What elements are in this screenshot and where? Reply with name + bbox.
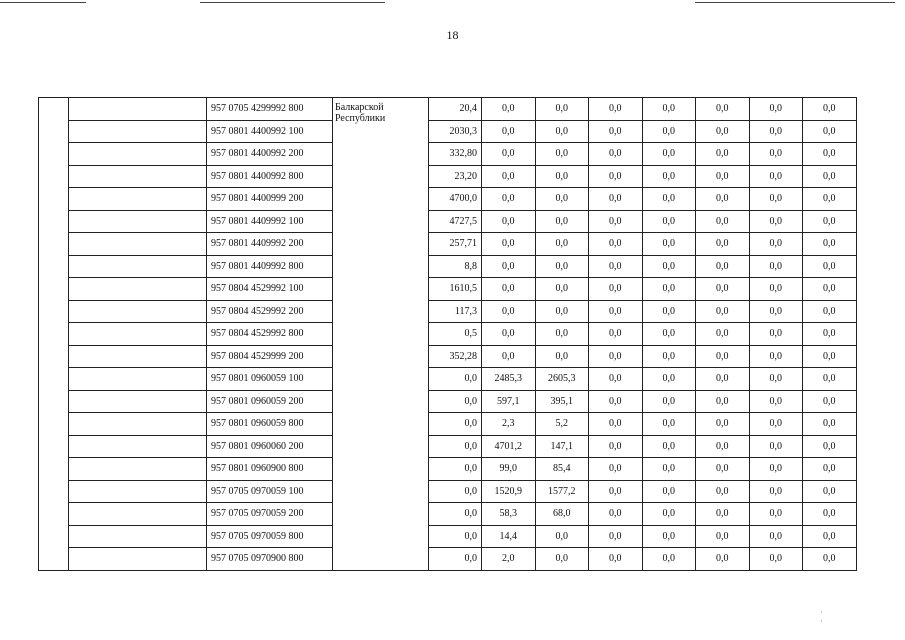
budget-code-cell: 957 0804 4529999 200 xyxy=(207,345,333,368)
value-cell: 0,0 xyxy=(589,525,643,548)
blank-name-cell xyxy=(69,345,207,368)
value-cell: 0,0 xyxy=(535,300,589,323)
value-cell: 0,0 xyxy=(589,300,643,323)
value-cell: 0,0 xyxy=(803,300,857,323)
value-cell: 0,0 xyxy=(429,413,482,436)
blank-name-cell xyxy=(69,548,207,571)
table-row xyxy=(39,255,857,278)
value-cell: 5,2 xyxy=(535,413,589,436)
value-cell: 0,0 xyxy=(749,458,803,481)
value-cell: 0,0 xyxy=(803,525,857,548)
value-cell: 0,0 xyxy=(642,390,696,413)
value-cell: 0,0 xyxy=(749,210,803,233)
value-cell: 2030,3 xyxy=(429,120,482,143)
value-cell: 0,0 xyxy=(696,458,750,481)
value-cell: 2605,3 xyxy=(535,368,589,391)
value-cell: 0,0 xyxy=(642,143,696,166)
blank-name-cell xyxy=(69,143,207,166)
value-cell: 0,0 xyxy=(642,435,696,458)
budget-code-cell: 957 0801 4400992 100 xyxy=(207,120,333,143)
value-cell: 0,0 xyxy=(589,233,643,256)
table-row xyxy=(39,435,857,458)
value-cell: 0,0 xyxy=(749,548,803,571)
value-cell: 0,0 xyxy=(642,120,696,143)
value-cell: 4727,5 xyxy=(429,210,482,233)
table-row xyxy=(39,210,857,233)
value-cell: 1610,5 xyxy=(429,278,482,301)
table-row xyxy=(39,98,857,121)
table-row xyxy=(39,188,857,211)
value-cell: 0,0 xyxy=(749,188,803,211)
value-cell: 14,4 xyxy=(482,525,536,548)
blank-name-cell xyxy=(69,323,207,346)
value-cell: 0,0 xyxy=(803,503,857,526)
table-row xyxy=(39,503,857,526)
budget-code-cell: 957 0804 4529992 200 xyxy=(207,300,333,323)
value-cell: 0,0 xyxy=(749,98,803,121)
table-row xyxy=(39,480,857,503)
value-cell: 0,0 xyxy=(696,233,750,256)
table-row xyxy=(39,413,857,436)
budget-code-cell: 957 0705 0970059 200 xyxy=(207,503,333,526)
value-cell: 257,71 xyxy=(429,233,482,256)
value-cell: 0,0 xyxy=(589,143,643,166)
value-cell: 20,4 xyxy=(429,98,482,121)
budget-code-cell: 957 0801 4400992 200 xyxy=(207,143,333,166)
value-cell: 0,0 xyxy=(429,548,482,571)
value-cell: 0,0 xyxy=(642,413,696,436)
budget-code-cell: 957 0801 4409992 100 xyxy=(207,210,333,233)
value-cell: 0,0 xyxy=(749,413,803,436)
value-cell: 0,0 xyxy=(482,233,536,256)
value-cell: 0,0 xyxy=(482,120,536,143)
value-cell: 0,0 xyxy=(803,188,857,211)
budget-code-cell: 957 0801 0960059 800 xyxy=(207,413,333,436)
value-cell: 0,0 xyxy=(803,143,857,166)
value-cell: 0,0 xyxy=(696,390,750,413)
blank-name-cell xyxy=(69,210,207,233)
value-cell: 0,0 xyxy=(589,368,643,391)
value-cell: 0,0 xyxy=(749,165,803,188)
value-cell: 0,0 xyxy=(589,413,643,436)
value-cell: 0,0 xyxy=(535,323,589,346)
blank-name-cell xyxy=(69,413,207,436)
blank-column-cell xyxy=(39,98,69,571)
blank-name-cell xyxy=(69,98,207,121)
value-cell: 0,0 xyxy=(535,255,589,278)
table-row xyxy=(39,368,857,391)
value-cell: 0,0 xyxy=(642,188,696,211)
value-cell: 0,0 xyxy=(749,390,803,413)
value-cell: 0,0 xyxy=(803,345,857,368)
budget-code-cell: 957 0801 0960900 800 xyxy=(207,458,333,481)
budget-code-cell: 957 0705 0970900 800 xyxy=(207,548,333,571)
table-row xyxy=(39,278,857,301)
value-cell: 0,0 xyxy=(589,188,643,211)
value-cell: 0,0 xyxy=(589,458,643,481)
value-cell: 0,0 xyxy=(803,458,857,481)
value-cell: 147,1 xyxy=(535,435,589,458)
value-cell: 2,0 xyxy=(482,548,536,571)
value-cell: 352,28 xyxy=(429,345,482,368)
value-cell: 0,0 xyxy=(535,345,589,368)
value-cell: 0,0 xyxy=(696,210,750,233)
value-cell: 68,0 xyxy=(535,503,589,526)
value-cell: 0,0 xyxy=(535,98,589,121)
value-cell: 395,1 xyxy=(535,390,589,413)
value-cell: 0,0 xyxy=(482,210,536,233)
value-cell: 0,0 xyxy=(589,480,643,503)
blank-name-cell xyxy=(69,368,207,391)
value-cell: 0,0 xyxy=(803,413,857,436)
value-cell: 0,0 xyxy=(589,120,643,143)
budget-code-cell: 957 0801 0960059 200 xyxy=(207,390,333,413)
value-cell: 0,0 xyxy=(803,120,857,143)
value-cell: 0,0 xyxy=(696,278,750,301)
budget-code-cell: 957 0801 0960059 100 xyxy=(207,368,333,391)
budget-code-cell: 957 0801 4400992 800 xyxy=(207,165,333,188)
blank-name-cell xyxy=(69,165,207,188)
blank-name-cell xyxy=(69,390,207,413)
value-cell: 0,0 xyxy=(535,188,589,211)
value-cell: 85,4 xyxy=(535,458,589,481)
value-cell: 0,0 xyxy=(429,458,482,481)
table-row xyxy=(39,143,857,166)
value-cell: 0,0 xyxy=(535,278,589,301)
value-cell: 0,0 xyxy=(749,525,803,548)
value-cell: 0,0 xyxy=(803,165,857,188)
value-cell: 0,0 xyxy=(589,503,643,526)
budget-code-cell: 957 0801 4409992 200 xyxy=(207,233,333,256)
value-cell: 0,0 xyxy=(642,368,696,391)
table-row xyxy=(39,458,857,481)
value-cell: 0,0 xyxy=(803,548,857,571)
blank-name-cell xyxy=(69,233,207,256)
table-row xyxy=(39,300,857,323)
value-cell: 0,0 xyxy=(696,345,750,368)
value-cell: 0,0 xyxy=(642,98,696,121)
value-cell: 2,3 xyxy=(482,413,536,436)
value-cell: 0,0 xyxy=(696,323,750,346)
table-row xyxy=(39,345,857,368)
value-cell: 0,0 xyxy=(482,143,536,166)
value-cell: 332,80 xyxy=(429,143,482,166)
value-cell: 0,0 xyxy=(749,233,803,256)
value-cell: 0,0 xyxy=(535,525,589,548)
value-cell: 0,0 xyxy=(749,300,803,323)
value-cell: 0,0 xyxy=(696,548,750,571)
budget-code-cell: 957 0804 4529992 100 xyxy=(207,278,333,301)
budget-code-cell: 957 0801 0960060 200 xyxy=(207,435,333,458)
value-cell: 0,0 xyxy=(642,323,696,346)
value-cell: 0,0 xyxy=(535,165,589,188)
value-cell: 0,0 xyxy=(749,143,803,166)
value-cell: 0,0 xyxy=(749,255,803,278)
budget-code-cell: 957 0801 4400999 200 xyxy=(207,188,333,211)
value-cell: 0,0 xyxy=(696,188,750,211)
value-cell: 0,0 xyxy=(589,165,643,188)
value-cell: 0,0 xyxy=(589,323,643,346)
value-cell: 0,0 xyxy=(535,548,589,571)
value-cell: 0,0 xyxy=(803,98,857,121)
value-cell: 0,0 xyxy=(482,345,536,368)
value-cell: 117,3 xyxy=(429,300,482,323)
value-cell: 0,0 xyxy=(535,233,589,256)
value-cell: 0,0 xyxy=(642,458,696,481)
value-cell: 0,0 xyxy=(749,345,803,368)
value-cell: 1577,2 xyxy=(535,480,589,503)
value-cell: 0,0 xyxy=(642,278,696,301)
blank-name-cell xyxy=(69,255,207,278)
value-cell: 0,0 xyxy=(482,98,536,121)
region-cell: Балкарской Республики xyxy=(333,98,429,571)
value-cell: 0,0 xyxy=(803,233,857,256)
value-cell: 0,0 xyxy=(696,503,750,526)
value-cell: 0,0 xyxy=(482,278,536,301)
value-cell: 0,0 xyxy=(696,480,750,503)
value-cell: 2485,3 xyxy=(482,368,536,391)
value-cell: 0,0 xyxy=(803,390,857,413)
table-row xyxy=(39,548,857,571)
value-cell: 0,0 xyxy=(642,165,696,188)
value-cell: 0,0 xyxy=(749,368,803,391)
blank-name-cell xyxy=(69,458,207,481)
table-row xyxy=(39,323,857,346)
value-cell: 0,0 xyxy=(696,368,750,391)
value-cell: 4701,2 xyxy=(482,435,536,458)
value-cell: 0,0 xyxy=(589,278,643,301)
value-cell: 0,0 xyxy=(749,278,803,301)
blank-name-cell xyxy=(69,300,207,323)
value-cell: 8,8 xyxy=(429,255,482,278)
value-cell: 0,0 xyxy=(696,143,750,166)
value-cell: 0,0 xyxy=(803,480,857,503)
budget-code-cell: 957 0804 4529992 800 xyxy=(207,323,333,346)
value-cell: 0,0 xyxy=(803,278,857,301)
value-cell: 0,0 xyxy=(696,525,750,548)
value-cell: 0,0 xyxy=(429,480,482,503)
value-cell: 0,0 xyxy=(642,503,696,526)
value-cell: 0,0 xyxy=(803,210,857,233)
value-cell: 0,0 xyxy=(429,390,482,413)
value-cell: 0,0 xyxy=(642,548,696,571)
budget-table xyxy=(38,97,857,571)
value-cell: 0,0 xyxy=(749,503,803,526)
value-cell: 0,0 xyxy=(589,345,643,368)
value-cell: 1520,9 xyxy=(482,480,536,503)
value-cell: 0,0 xyxy=(642,255,696,278)
value-cell: 0,0 xyxy=(589,548,643,571)
value-cell: 0,0 xyxy=(482,255,536,278)
blank-name-cell xyxy=(69,188,207,211)
budget-code-cell: 957 0801 4409992 800 xyxy=(207,255,333,278)
value-cell: 0,0 xyxy=(642,210,696,233)
value-cell: 0,0 xyxy=(429,503,482,526)
value-cell: 4700,0 xyxy=(429,188,482,211)
table-row xyxy=(39,233,857,256)
value-cell: 0,0 xyxy=(696,255,750,278)
value-cell: 0,0 xyxy=(589,255,643,278)
value-cell: 58,3 xyxy=(482,503,536,526)
value-cell: 99,0 xyxy=(482,458,536,481)
blank-name-cell xyxy=(69,120,207,143)
value-cell: 0,0 xyxy=(642,480,696,503)
scan-edge-artifact xyxy=(0,0,905,6)
value-cell: 0,0 xyxy=(696,300,750,323)
value-cell: 0,0 xyxy=(589,390,643,413)
value-cell: 0,0 xyxy=(535,210,589,233)
budget-code-cell: 957 0705 0970059 800 xyxy=(207,525,333,548)
blank-name-cell xyxy=(69,435,207,458)
value-cell: 23,20 xyxy=(429,165,482,188)
table-row xyxy=(39,390,857,413)
value-cell: 0,0 xyxy=(589,98,643,121)
value-cell: 0,0 xyxy=(696,98,750,121)
blank-name-cell xyxy=(69,503,207,526)
table-row xyxy=(39,525,857,548)
value-cell: 0,0 xyxy=(749,120,803,143)
blank-name-cell xyxy=(69,480,207,503)
value-cell: 0,0 xyxy=(482,188,536,211)
value-cell: 0,0 xyxy=(696,413,750,436)
value-cell: 0,0 xyxy=(803,323,857,346)
value-cell: 0,0 xyxy=(803,255,857,278)
value-cell: 0,0 xyxy=(482,300,536,323)
value-cell: 0,0 xyxy=(642,300,696,323)
budget-code-cell: 957 0705 0970059 100 xyxy=(207,480,333,503)
value-cell: 597,1 xyxy=(482,390,536,413)
budget-code-cell: 957 0705 4299992 800 xyxy=(207,98,333,121)
value-cell: 0,0 xyxy=(429,525,482,548)
value-cell: 0,0 xyxy=(589,435,643,458)
scan-specks: · · xyxy=(820,608,853,626)
value-cell: 0,0 xyxy=(803,368,857,391)
value-cell: 0,0 xyxy=(429,368,482,391)
value-cell: 0,0 xyxy=(803,435,857,458)
value-cell: 0,0 xyxy=(696,165,750,188)
value-cell: 0,0 xyxy=(642,233,696,256)
value-cell: 0,0 xyxy=(589,210,643,233)
value-cell: 0,0 xyxy=(749,480,803,503)
value-cell: 0,0 xyxy=(749,435,803,458)
page-number: 18 xyxy=(446,28,459,42)
value-cell: 0,0 xyxy=(749,323,803,346)
value-cell: 0,0 xyxy=(696,435,750,458)
value-cell: 0,0 xyxy=(642,525,696,548)
table-row xyxy=(39,165,857,188)
value-cell: 0,5 xyxy=(429,323,482,346)
value-cell: 0,0 xyxy=(696,120,750,143)
value-cell: 0,0 xyxy=(429,435,482,458)
value-cell: 0,0 xyxy=(642,345,696,368)
blank-name-cell xyxy=(69,525,207,548)
value-cell: 0,0 xyxy=(482,323,536,346)
value-cell: 0,0 xyxy=(535,143,589,166)
value-cell: 0,0 xyxy=(535,120,589,143)
value-cell: 0,0 xyxy=(482,165,536,188)
table-row xyxy=(39,120,857,143)
blank-name-cell xyxy=(69,278,207,301)
